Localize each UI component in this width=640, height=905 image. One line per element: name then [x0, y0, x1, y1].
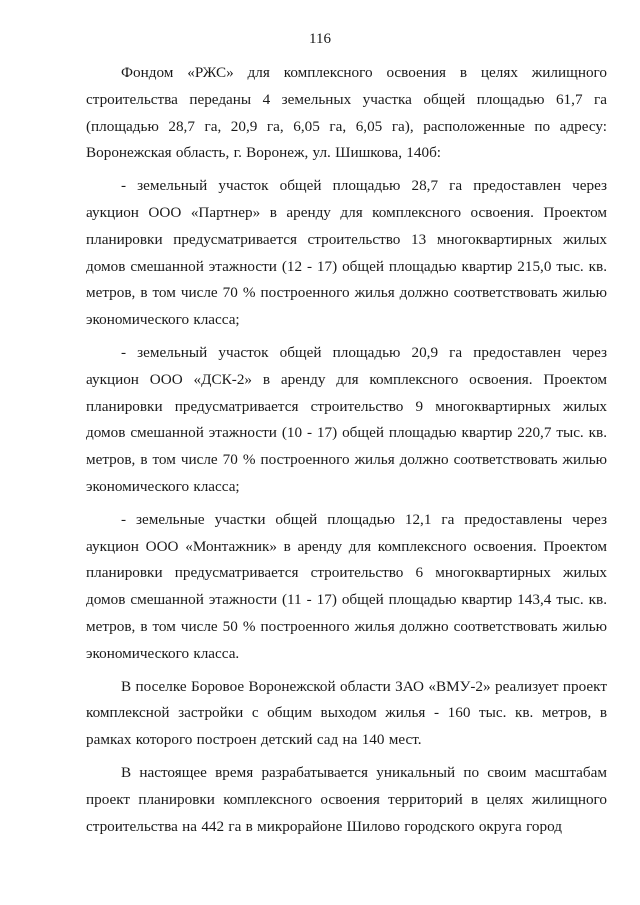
paragraph-borovoe-project: В поселке Боровое Воронежской области ЗАО «ВМУ-2» реализует проект комплексной застройки с общим выходом жилья - 160 тыс. кв. метров, в рамках которого построен детский сад на 140 мест. [86, 677, 607, 749]
paragraph-partner-plot: - земельный участок общей площадью 28,7 га предоставлен через аукцион ООО «Партнер» в аренду для комплексного освоения. Проектом планировки предусматривается строительство 13 многоквартирных жилых домов смешанной этажности (12 - 17) общей площадью квартир 215,0 тыс. кв. метров, в том числе 70 % построенного жилья должно соответствовать жилью экономического класса; [86, 177, 607, 329]
paragraph-shilovo-project: В настоящее время разрабатывается уникальный по своим масштабам проект планировки комплексного освоения территорий в целях жилищного строительства на 442 га в микрорайоне Шилово городского округа город [86, 763, 607, 835]
document-body [86, 60, 607, 840]
page-number: 116 [309, 31, 331, 47]
paragraph-dsk2-plot: - земельный участок общей площадью 20,9 га предоставлен через аукцион ООО «ДСК-2» в аренду для комплексного освоения. Проектом планировки предусматривается строительство 9 многоквартирных жилых домов смешанной этажности (10 - 17) общей площадью квартир 220,7 тыс. кв. метров, в том числе 70 % построенного жилья должно соответствовать жилью экономического класса; [86, 343, 607, 495]
paragraph-montazhnik-plots: - земельные участки общей площадью 12,1 га предоставлены через аукцион ООО «Монтажник» в аренду для комплексного освоения. Проектом планировки предусматривается строительство 6 многоквартирных жилых домов смешанной этажности (11 - 17) общей площадью квартир 143,4 тыс. кв. метров, в том числе 50 % построенного жилья должно соответствовать жилью экономического класса. [86, 510, 607, 662]
paragraph-rzhs-land-plots: Фондом «РЖС» для комплексного освоения в целях жилищного строительства переданы 4 земельных участка общей площадью 61,7 га (площадью 28,7 га, 20,9 га, 6,05 га, 6,05 га), расположенные по адресу: Воронежская область, г. Воронеж, ул. Шишкова, 140б: [86, 64, 607, 162]
